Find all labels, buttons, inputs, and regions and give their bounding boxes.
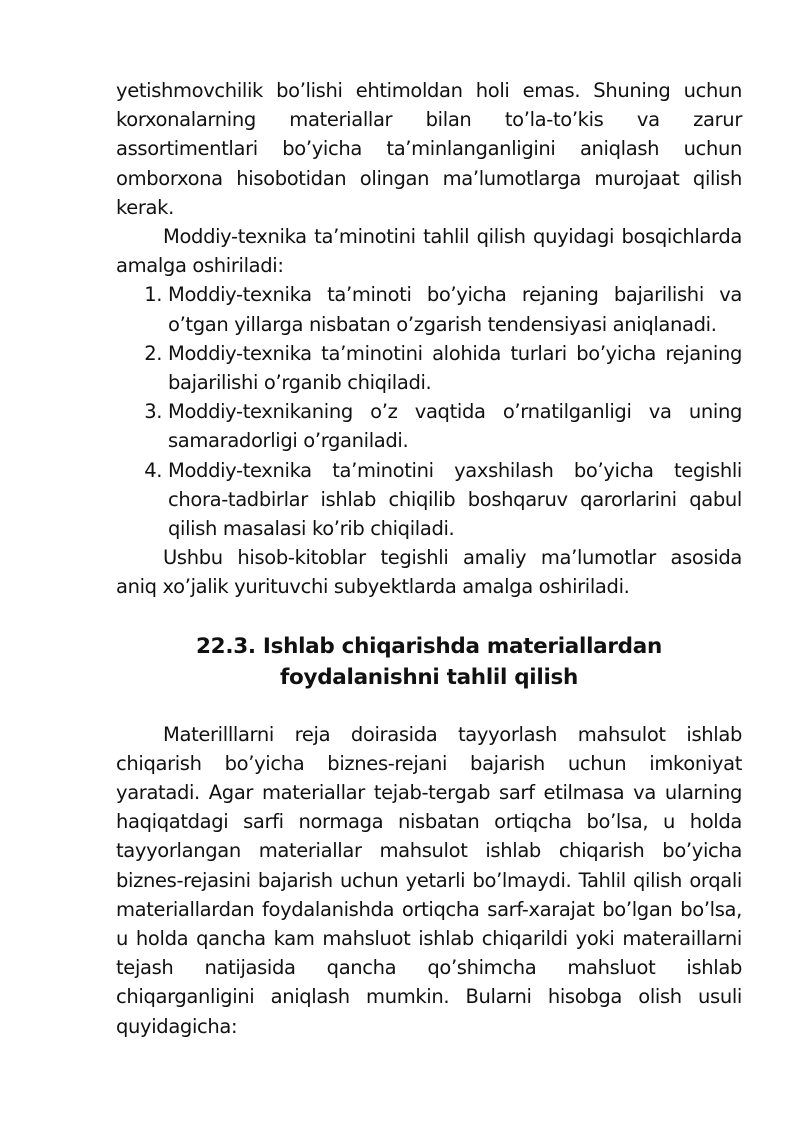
calculations-paragraph: Ushbu hisob-kitoblar tegishli amaliy ma’lumotlar asosida aniq xo’jalik yurituvchi subyektlarda amalga oshiriladi. <box>116 546 742 599</box>
section-heading-line-1: 22.3. Ishlab chiqarishda materiallardan <box>196 633 662 659</box>
section-heading <box>116 631 742 693</box>
stages-intro-paragraph: Moddiy-texnika ta’minotini tahlil qilish quyidagi bosqichlarda amalga oshiriladi: <box>116 225 742 278</box>
stage-item-2: 2. Moddiy-texnika ta’minotini alohida turlari bo’yicha rejaning bajarilishi o’rganib chiqiladi. <box>168 339 742 397</box>
stage-item-3: 3. Moddiy-texnikaning o’z vaqtida o’rnatilganligi va uning samaradorligi o’rganiladi. <box>168 397 742 455</box>
document-page <box>116 76 742 1041</box>
stages-list <box>116 280 742 543</box>
intro-paragraph: yetishmovchilik bo’lishi ehtimoldan holi emas. Shuning uchun korxonalarning materiallar bilan to’la-to’kis va zarur assortimentlari bo’yicha ta’minlanganligini aniqlash uchun omborxona hisobotidan olingan ma’lumotlarga murojaat qilish kerak. <box>116 79 742 219</box>
section-heading-line-2: foydalanishni tahlil qilish <box>279 664 579 690</box>
stage-item-1: 1. Moddiy-texnika ta’minoti bo’yicha rejaning bajarilishi va o’tgan yillarga nisbatan o’zgarish tendensiyasi aniqlanadi. <box>168 280 742 338</box>
stage-item-4: 4. Moddiy-texnika ta’minotini yaxshilash bo’yicha tegishli chora-tadbirlar ishlab chiqilib boshqaruv qarorlarini qabul qilish masalasi ko’rib chiqiladi. <box>168 456 742 544</box>
body-paragraph: Materilllarni reja doirasida tayyorlash mahsulot ishlab chiqarish bo’yicha biznes-rejani bajarish uchun imkoniyat yaratadi. Agar materiallar tejab-tergab sarf etilmasa va ularning haqiqatdagi sarfi normaga nisbatan ortiqcha bo’lsa, u holda tayyorlangan materiallar mahsulot ishlab chiqarish bo’yicha biznes-rejasini bajarish uchun yetarli bo’lmaydi. Tahlil qilish orqali materiallardan foydalanishda ortiqcha sarf-xarajat bo’lgan bo’lsa, u holda qancha kam mahsluot ishlab chiqarildi yoki materaillarni tejash natijasida qancha qo’shimcha mahsluot ishlab chiqarganligini aniqlash mumkin. Bularni hisobga olish usuli quyidagicha: <box>116 722 742 1038</box>
